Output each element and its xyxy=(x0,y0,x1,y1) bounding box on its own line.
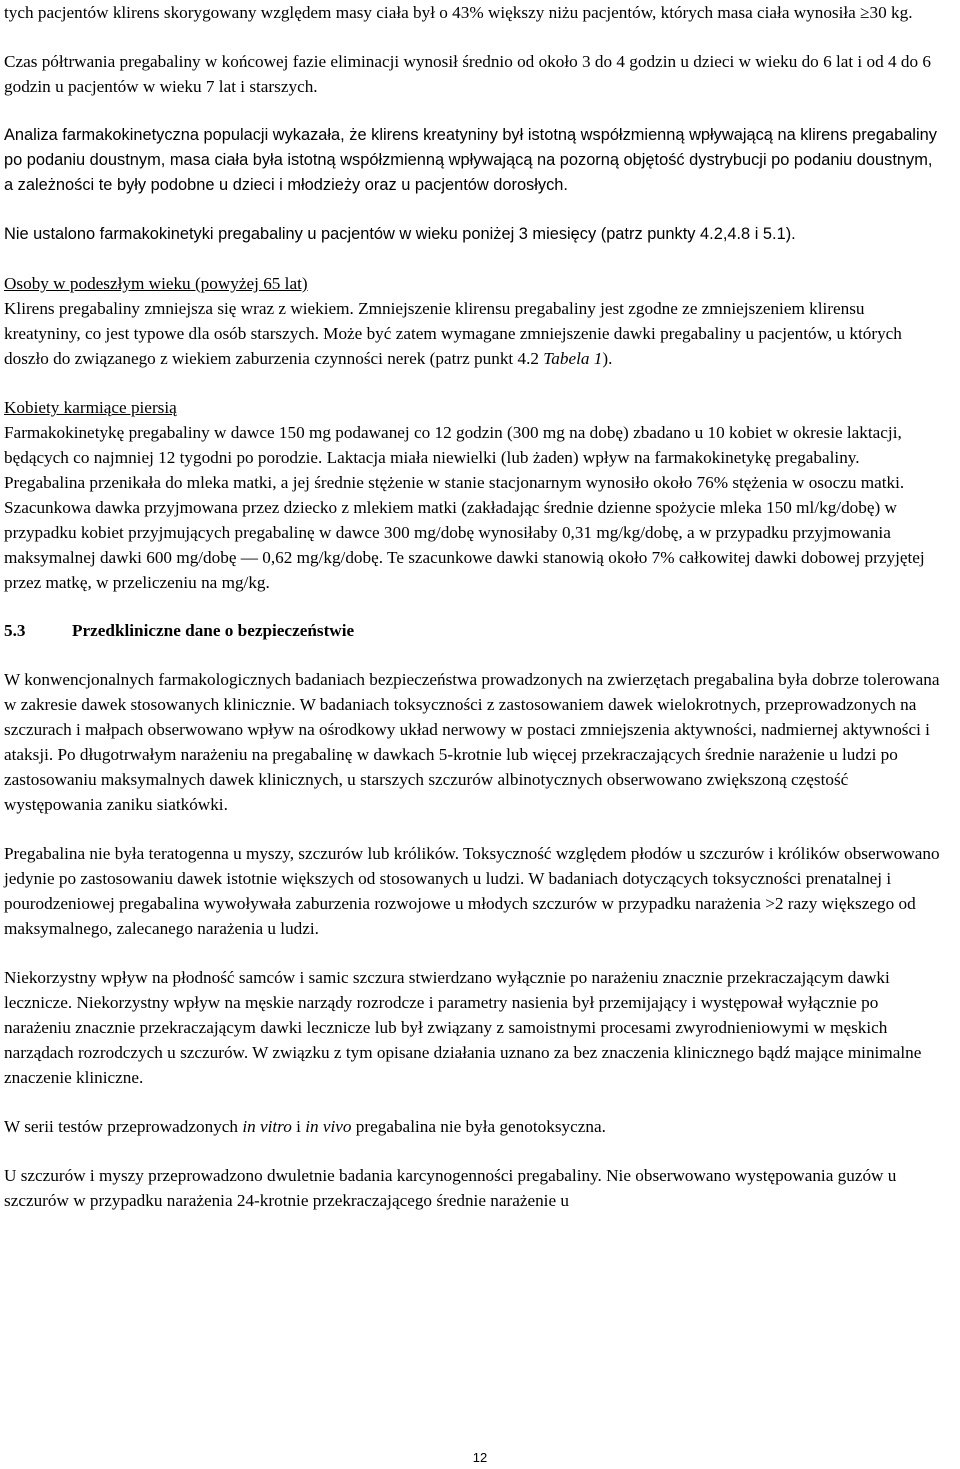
elderly-heading xyxy=(4,271,944,296)
paragraph-teratogenicity: Pregabalina nie była teratogenna u myszy, szczurów lub królików. Toksyczność względem płodów u szczurów i królików obserwowano jedynie po zastosowaniu dawek istotnie większych od stosowanych u ludzi. W badaniach dotyczących toksyczności prenatalnej i pourodzeniowej pregabalina wywoływała zaburzenia rozwojowe u młodych szczurów w przypadku narażenia >2 razy większego od maksymalnego, zalecanego narażenia u ludzi. xyxy=(4,844,940,938)
elderly-text-a: Klirens pregabaliny zmniejsza się wraz z wiekiem. Zmniejszenie klirensu pregabaliny jest zgodne ze zmniejszeniem klirensu kreatyniny, co jest typowe dla osób starszych. Może być zatem wymagane zmniejszenie dawki pregabaliny u pacjentów, u których doszło do związanego z wiekiem zaburzenia czynności nerek (patrz punkt 4.2 xyxy=(4,299,902,368)
elderly-text-table-ref: Tabela 1 xyxy=(543,349,603,368)
genotox-text-b: i xyxy=(291,1117,306,1136)
paragraph-pediatric-clearance: tych pacjentów klirens skorygowany względem masy ciała był o 43% większy niżu pacjentów, których masa ciała wynosiła ≥30 kg. xyxy=(4,3,913,22)
paragraph-preclinical-safety: W konwencjonalnych farmakologicznych badaniach bezpieczeństwa prowadzonych na zwierzętach pregabalina była dobrze tolerowana w zakresie dawek stosowanych klinicznie. W badaniach toksyczności z zastosowaniem dawek wielokrotnych, przeprowadzonych na szczurach i małpach obserwowano wpływ na ośrodkowy układ nerwowy w postaci zmniejszenia aktywności, nadmiernej aktywności i ataksji. Po długotrwałym narażeniu na pregabalinę w dawkach 5-krotnie lub więcej przekraczających średnie narażenie u ludzi po zastosowaniu maksymalnych dawek klinicznych, u starszych szczurów albinotycznych obserwowano zwiększoną częstość występowania zaniku siatkówki. xyxy=(4,670,940,814)
paragraph-genotoxicity xyxy=(4,1114,944,1139)
section-title: Przedkliniczne dane o bezpieczeństwie xyxy=(72,621,355,640)
paragraph-population-pk: Analiza farmakokinetyczna populacji wykazała, że klirens kreatyniny był istotną współzmienną wpływającą na klirens pregabaliny po podaniu doustnym, masa ciała była istotną współzmienną wpływającą na pozorną objętość dystrybucji po podaniu doustnym, a zależności te były podobne u dzieci i młodzieży oraz u pacjentów dorosłych. xyxy=(4,126,937,194)
paragraph-breastfeeding: Farmakokinetykę pregabaliny w dawce 150 mg podawanej co 12 godzin (300 mg na dobę) zbadano u 10 kobiet w okresie laktacji, będących co najmniej 12 tygodni po porodzie. Laktacja miała niewielki (lub żaden) wpływ na farmakokinetykę pregabaliny. Pregabalina przenikała do mleka matki, a jej średnie stężenie w stanie stacjonarnym wynosiło około 76% stężenia w osoczu matki. Szacunkowa dawka przyjmowana przez dziecko z mlekiem matki (zakładając średnie dzienne spożycie mleka 150 ml/kg/dobę) w przypadku kobiet przyjmujących pregabalinę w dawce 300 mg/dobę wynosiłaby 0,31 mg/kg/dobę, a w przypadku przyjmowania maksymalnej dawki 600 mg/dobę — 0,62 mg/kg/dobę. Te szacunkowe dawki stanowią około 7% całkowitej dawki dobowej przyjętej przez matkę, w przeliczeniu na mg/kg. xyxy=(4,423,925,592)
paragraph-fertility: Niekorzystny wpływ na płodność samców i samic szczura stwierdzano wyłącznie po narażeniu znacznie przekraczającym dawki lecznicze. Niekorzystny wpływ na męskie narządy rozrodcze i parametry nasienia był przemijający i występował wyłącznie po narażeniu znacznie przekraczającym dawki lecznicze lub był związany z samoistnymi procesami zwyrodnieniowymi w męskich narządach rozrodczych u szczurów. W związku z tym opisane działania uznano za bez znaczenia klinicznego bądź mające minimalne znaczenie kliniczne. xyxy=(4,968,922,1087)
section-number: 5.3 xyxy=(4,621,26,640)
genotox-text-c: pregabalina nie była genotoksyczna. xyxy=(351,1117,606,1136)
genotox-in-vitro: in vitro xyxy=(242,1117,292,1136)
genotox-text-a: W serii testów przeprowadzonych xyxy=(4,1117,243,1136)
document-page xyxy=(4,0,944,1213)
genotox-in-vivo: in vivo xyxy=(305,1117,352,1136)
page-number: 12 xyxy=(472,1450,488,1465)
paragraph-elderly xyxy=(4,296,944,371)
paragraph-half-life: Czas półtrwania pregabaliny w końcowej fazie eliminacji wynosił średnio od około 3 do 4 godzin u dzieci w wieku do 6 lat i od 4 do 6 godzin u pacjentów w wieku 7 lat i starszych. xyxy=(4,52,931,96)
breastfeeding-heading xyxy=(4,395,944,420)
paragraph-carcinogenicity: U szczurów i myszy przeprowadzono dwuletnie badania karcynogenności pregabaliny. Nie obserwowano występowania guzów u szczurów w przypadku narażenia 24-krotnie przekraczającego średnie narażenie u xyxy=(4,1166,897,1210)
elderly-text-b: ). xyxy=(602,349,613,368)
elderly-heading-text: Osoby w podeszłym wieku (powyżej 65 lat) xyxy=(4,274,308,293)
paragraph-infants: Nie ustalono farmakokinetyki pregabaliny u pacjentów w wieku poniżej 3 miesięcy (patrz punkty 4.2,4.8 i 5.1). xyxy=(4,225,796,243)
breastfeeding-heading-text: Kobiety karmiące piersią xyxy=(4,398,177,417)
section-heading xyxy=(4,618,944,643)
